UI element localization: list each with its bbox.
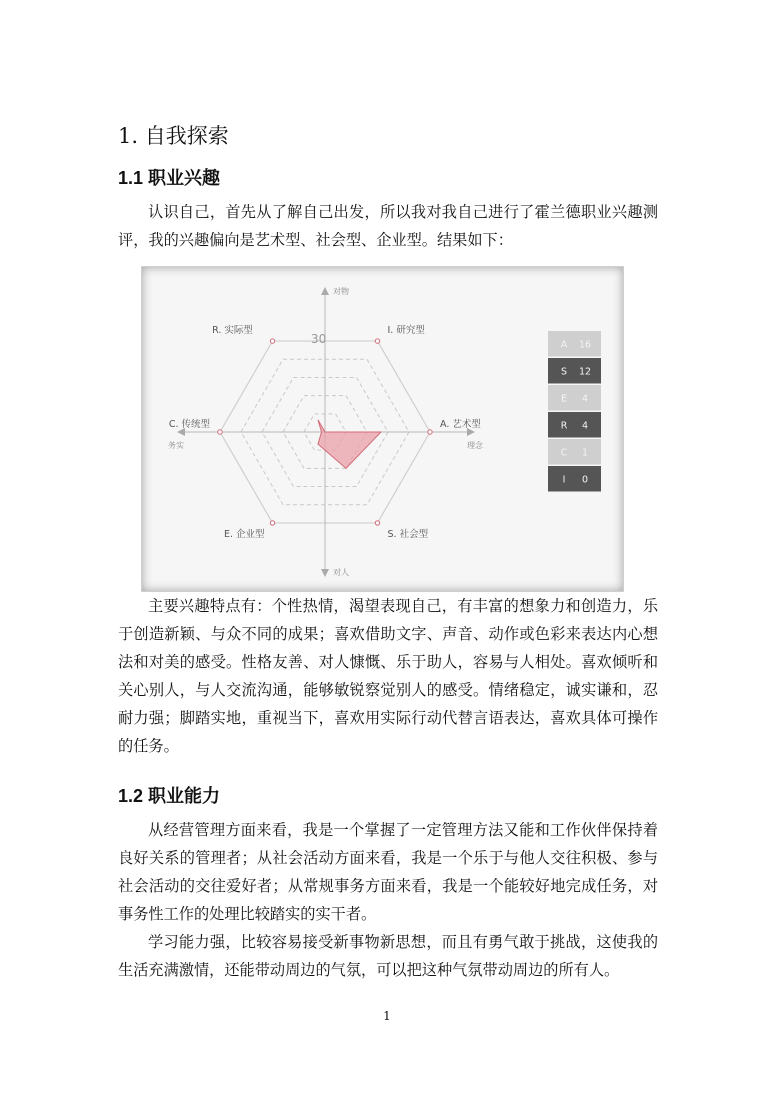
- axis-title-right: 理念: [467, 441, 483, 450]
- axis-label-e: E. 企业型: [223, 528, 265, 540]
- page-heading: 1. 自我探索: [118, 124, 229, 148]
- axis-title-bottom: 对人: [333, 568, 349, 577]
- section-title-interest: 1.1 职业兴趣: [118, 168, 221, 188]
- ability-paragraph-1: 从经营管理方面来看，我是一个掌握了一定管理方法又能和工作伙伴保持着良好关系的管理者；从社会活动方面来看，我是一个乐于与他人交往积极、参与社会活动的交往爱好者；从常规事务方面来看，我是一个能较好地完成任务，对事务性工作的处理比较踏实的实干者。: [118, 821, 658, 923]
- radar-max-label: 30: [311, 332, 327, 346]
- interest-summary-paragraph: 主要兴趣特点有：个性热情，渴望表现自己，有丰富的想象力和创造力，乐于创造新颖、与众不同的成果；喜欢借助文字、声音、动作或色彩来表达内心想法和对美的感受。性格友善、对人慷慨、乐于助人，容易与人相处。喜欢倾听和关心别人，与人交流沟通，能够敏锐察觉别人的感受。情绪稳定，诚实谦和，忍耐力强；脚踏实地，重视当下，喜欢用实际行动代替言语表达，喜欢具体可操作的任务。: [118, 597, 658, 755]
- vertex-dot-a: [428, 430, 432, 434]
- legend-row-e: [548, 385, 601, 411]
- legend-value-r: 4: [581, 420, 589, 432]
- legend-row-a: [548, 331, 601, 357]
- legend-key-s: S: [560, 366, 568, 378]
- vertex-dot-r: [270, 339, 274, 343]
- radar-data-polygon: [318, 420, 381, 468]
- ability-paragraph-2: 学习能力强，比较容易接受新事物新思想，而且有勇气敢于挑战，这使我的生活充满激情，还能带动周边的气氛，可以把这种气氛带动周边的所有人。: [118, 933, 658, 979]
- radar-chart: [142, 267, 623, 591]
- holland-radar-figure: [141, 266, 624, 592]
- axis-label-c: C. 传统型: [168, 419, 210, 430]
- axis-label-i: I. 研究型: [387, 325, 425, 337]
- interest-intro-paragraph: 认识自己，首先从了解自己出发，所以我对我自己进行了霍兰德职业兴趣测评，我的兴趣偏向是艺术型、社会型、企业型。结果如下：: [118, 203, 658, 249]
- vertex-dot-e: [270, 521, 274, 525]
- section-title-ability: 1.2 职业能力: [118, 786, 221, 806]
- axis-title-left: 务实: [168, 441, 184, 450]
- legend-key-a: A: [560, 339, 568, 351]
- arrow-up-icon: [321, 287, 329, 295]
- axis-label-r: R. 实际型: [212, 325, 253, 337]
- legend-key-e: E: [560, 393, 568, 405]
- legend-value-a: 16: [578, 339, 592, 351]
- legend-key-r: R: [560, 420, 568, 432]
- legend-value-c: 1: [581, 447, 589, 459]
- vertex-dot-s: [375, 521, 379, 525]
- legend-value-i: 0: [581, 474, 589, 486]
- axis-label-a: A. 艺术型: [440, 419, 481, 430]
- vertex-dot-c: [218, 430, 222, 434]
- legend-key-c: C: [560, 447, 568, 459]
- axis-label-s: S. 社会型: [387, 528, 429, 540]
- legend-row-c: [548, 439, 601, 465]
- legend-row-i: [548, 466, 601, 492]
- arrow-down-icon: [321, 569, 329, 577]
- legend-row-r: [548, 412, 601, 438]
- legend-value-e: 4: [581, 393, 589, 405]
- legend-key-i: I: [562, 474, 566, 486]
- legend-row-s: [548, 358, 601, 384]
- legend-value-s: 12: [578, 366, 592, 378]
- page-number: 1: [383, 1009, 391, 1023]
- vertex-dot-i: [375, 339, 379, 343]
- axis-title-top: 对物: [333, 287, 349, 296]
